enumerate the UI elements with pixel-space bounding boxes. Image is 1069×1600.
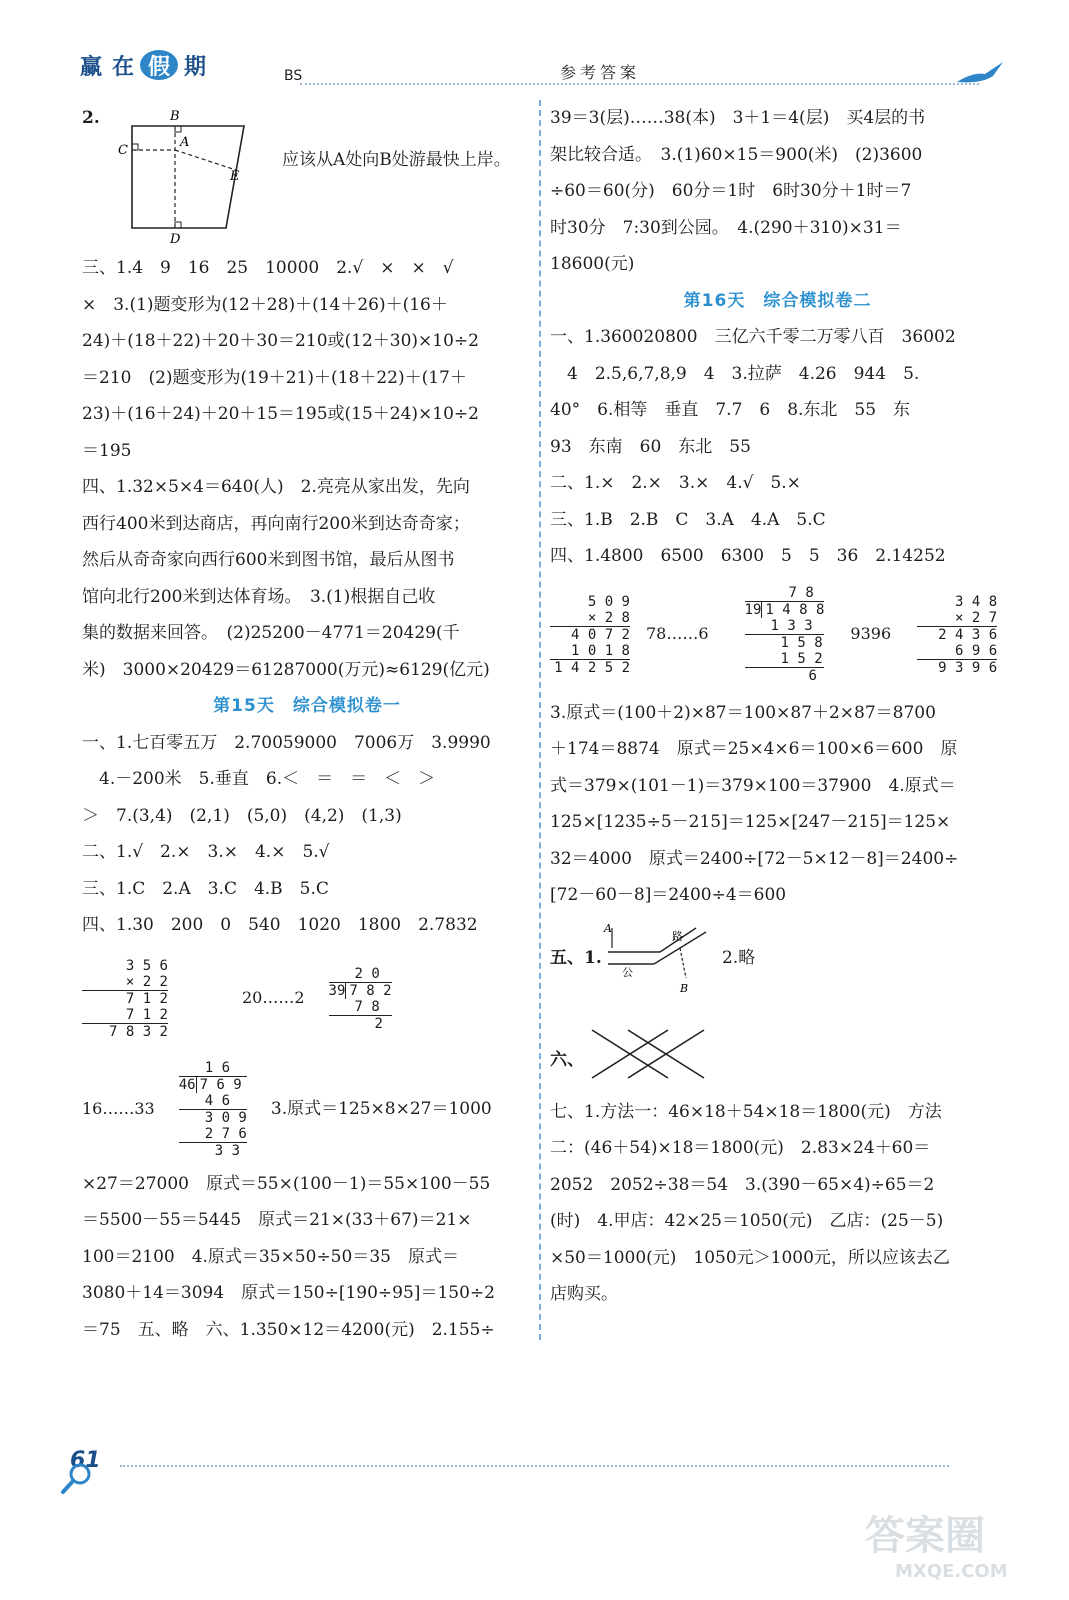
- vertical-calc-row-1: [82, 944, 532, 1054]
- page-title: 参考答案: [560, 63, 641, 82]
- section-title-day16: 第16天 综合模拟卷二: [683, 290, 872, 311]
- edition-label: BS: [284, 68, 303, 84]
- text-line: [72－60－8]＝2400÷4＝600: [550, 885, 787, 905]
- calc-line: 3 4 8: [954, 593, 998, 610]
- text-line: 2052 2052÷38＝54 3.(390－65×4)÷65＝2: [550, 1174, 935, 1195]
- text-line: × 3.(1)题变形为(12＋28)＋(14＋26)＋(16＋: [82, 294, 448, 315]
- text-line: 23)＋(16＋24)＋20＋15＝195或(15＋24)×10÷2: [82, 404, 479, 424]
- vertical-calc-row-3: [550, 575, 1005, 695]
- page-header: [0, 0, 1069, 100]
- answer-lines-right-d: [550, 1094, 1005, 1313]
- book-logo: [76, 48, 210, 82]
- left-column: [82, 100, 532, 1348]
- calc-line: 6: [808, 668, 817, 684]
- division-result: 20……2: [242, 988, 305, 1008]
- logo-char-3: 假: [140, 50, 178, 80]
- text-line: ＝5500－55＝5445 原式＝21×(33＋67)＝21×: [82, 1210, 472, 1230]
- long-division-calc: [745, 585, 825, 684]
- calc-line: 7 8: [329, 999, 392, 1016]
- answer-lines-right-b: [550, 319, 1005, 575]
- q5-answer-2: 2.略: [722, 947, 756, 968]
- text-line: ＝210 (2)题变形为(19＋21)＋(18＋22)＋(17＋: [82, 367, 467, 388]
- text-line: 然后从奇奇家向西行600米到图书馆，最后从图书: [82, 550, 455, 570]
- text-line: 店购买。: [550, 1284, 618, 1304]
- calc-line: 39 7 8 2: [328, 982, 392, 999]
- text-line: 馆向北行200米到达体育场。 3.(1)根据自己收: [82, 586, 436, 607]
- text-line: 四、1.30 200 0 540 1020 1800 2.7832: [82, 915, 478, 935]
- calc-line: 1 4 2 5 2: [554, 659, 630, 676]
- text-line: 三、1.C 2.A 3.C 4.B 5.C: [82, 878, 329, 899]
- multiplication-calc: [917, 594, 997, 676]
- calc-line: 1 6: [179, 1060, 247, 1077]
- division-result: 78……6: [646, 624, 709, 644]
- label-a: A: [180, 135, 190, 150]
- calc-line: 46 7 6 9: [178, 1077, 242, 1093]
- label-d: D: [170, 232, 181, 246]
- calc-line: 3 3: [214, 1143, 241, 1159]
- text-line: 3080＋14＝3094 原式＝150÷[190÷95]＝150÷2: [82, 1283, 495, 1303]
- calc-line: 7 1 2: [125, 990, 168, 1007]
- q2-answer: 应该从A处向B处游最快上岸。: [282, 150, 511, 170]
- text-line: 3.原式＝(100＋2)×87＝100×87＋2×87＝8700: [550, 702, 936, 723]
- text-line: 93 东南 60 东北 55: [550, 436, 751, 457]
- road-diagram: [600, 922, 720, 1002]
- q5-label: 五、1.: [550, 947, 602, 968]
- text-line: 二、1.√ 2.× 3.× 4.× 5.√: [82, 842, 330, 862]
- vertical-calc-row-2: [82, 1054, 532, 1166]
- text-line: 七、1.方法一：46×18＋54×18＝1800(元) 方法: [550, 1101, 942, 1122]
- logo-char-4: 期: [184, 54, 207, 80]
- text-line: ×27＝27000 原式＝55×(100－1)＝55×100－55: [82, 1173, 491, 1194]
- calc-line: 3 5 6: [125, 957, 168, 974]
- calc-line: 7 1 2: [82, 1007, 168, 1024]
- watermark-text-2: MXQE.COM: [895, 1561, 1008, 1582]
- calc-line: 1 0 1 8: [550, 643, 630, 660]
- text-line: 米) 3000×20429＝61287000(万元)≈6129(亿元): [82, 659, 490, 680]
- label-c: C: [118, 143, 128, 158]
- product-result: 9396: [850, 624, 892, 644]
- text-line: 集的数据来回答。 (2)25200－4771＝20429(千: [82, 623, 460, 643]
- text-line: 100＝2100 4.原式＝35×50÷50＝35 原式＝: [82, 1246, 459, 1267]
- text-line: 4 2.5,6,7,8,9 4 3.拉萨 4.26 944 5.: [550, 363, 920, 384]
- text-line: 四、1.4800 6500 6300 5 5 36 2.14252: [550, 546, 946, 566]
- q2-label: 2.: [82, 108, 100, 128]
- label-b: B: [680, 981, 689, 995]
- logo-char-1: 赢: [80, 54, 103, 80]
- text-line: 西行400米到达商店，再向南行200米到达奇奇家；: [82, 513, 470, 534]
- multiplication-calc: [550, 594, 630, 676]
- calc-line: 4 0 7 2: [570, 626, 630, 643]
- text-line: ＝195: [82, 440, 132, 461]
- footer-divider: [120, 1465, 949, 1467]
- header-divider: [300, 83, 979, 85]
- calc-line: × 2 2: [82, 974, 168, 991]
- q6-label: 六、: [550, 1049, 584, 1070]
- text-line: 三、1.B 2.B C 3.A 4.A 5.C: [550, 509, 826, 530]
- matching-lines-diagram: [588, 1022, 708, 1086]
- text-line: ×50＝1000(元) 1050元＞1000元，所以应该去乙: [550, 1247, 950, 1268]
- calc-line: 7 8 3 2: [108, 1023, 168, 1040]
- q6-figure-block: [550, 1014, 1005, 1094]
- calc-line: 1 3 3: [745, 618, 825, 635]
- calc-line: 2 0: [329, 966, 392, 983]
- watermark-text-1: 答案圈: [865, 1513, 985, 1559]
- site-watermark: [855, 1505, 1045, 1585]
- text-line: (时) 4.甲店：42×25＝1050(元) 乙店：(25－5): [550, 1211, 944, 1231]
- answer-lines-right-a: [550, 100, 1005, 283]
- text-line: 架比较合适。 3.(1)60×15＝900(米) (2)3600: [550, 144, 923, 165]
- calc-line: 3 0 9: [204, 1110, 247, 1126]
- calc-line: 2: [374, 1015, 383, 1032]
- text-line: 125×[1235÷5－215]＝125×[247－215]＝125×: [550, 812, 951, 832]
- calc-line: 7 8: [745, 585, 825, 602]
- division-result: 16……33: [82, 1099, 155, 1119]
- answer-lines-left-a: [82, 250, 532, 688]
- label-e: E: [230, 169, 240, 184]
- text-line: 一、1.360020800 三亿六千零二万零八百 36002: [550, 327, 956, 347]
- label-a: A: [604, 921, 612, 935]
- logo-char-2: 在: [112, 54, 135, 80]
- calc-line: 2 4 3 6: [938, 626, 998, 643]
- section-title-day15: 第15天 综合模拟卷一: [213, 696, 401, 716]
- text-line: 时30分 7:30到公园。 4.(290＋310)×31＝: [550, 217, 902, 238]
- label-gong: 公: [622, 965, 633, 979]
- text-line: 一、1.七百零五万 2.70059000 7006万 3.9990: [82, 732, 491, 753]
- text-line: 4.－200米 5.垂直 6.＜ ＝ ＝ ＜ ＞: [82, 769, 436, 789]
- calc-line: × 2 7: [917, 610, 997, 627]
- label-b: B: [170, 109, 180, 124]
- text-line: ＞ 7.(3,4) (2,1) (5,0) (4,2) (1,3): [82, 805, 402, 826]
- text-line: 四、1.32×5×4＝640(人) 2.亮亮从家出发，先向: [82, 477, 470, 497]
- text-line: ＝75 五、略 六、1.350×12＝4200(元) 2.155÷: [82, 1319, 495, 1340]
- text-line: 18600(元): [550, 254, 635, 274]
- calc-line: 1 5 8: [780, 635, 823, 651]
- calc-line: 6 9 6: [917, 643, 997, 660]
- right-column: [550, 100, 1005, 1313]
- text-line: 二：(46＋54)×18＝1800(元) 2.83×24＋60＝: [550, 1138, 931, 1158]
- text-line: 二、1.× 2.× 3.× 4.√ 5.×: [550, 473, 801, 493]
- long-division-calc: [329, 966, 392, 1032]
- calc-line: 4 6: [179, 1093, 247, 1110]
- answer-lines-left-b: [82, 725, 532, 944]
- q5-figure-block: [550, 914, 1005, 1014]
- answer-lines-right-c: [550, 695, 1005, 914]
- text-line: 24)＋(18＋22)＋20＋30＝210或(12＋30)×10÷2: [82, 331, 479, 351]
- page-number: 61: [70, 1448, 101, 1473]
- text-line: 40° 6.相等 垂直 7.7 6 8.东北 55 东: [550, 400, 911, 420]
- text-line: 3.原式＝125×8×27＝1000: [270, 1099, 492, 1120]
- text-line: ＋174＝8874 原式＝25×4×6＝100×6＝600 原: [550, 739, 958, 759]
- bird-icon: [955, 60, 1005, 88]
- answer-lines-left-c: [82, 1166, 532, 1349]
- calc-line: 19 1 4 8 8: [744, 602, 825, 618]
- text-line: 式＝379×(101－1)＝379×100＝37900 4.原式＝: [550, 775, 956, 796]
- multiplication-calc: [82, 958, 168, 1040]
- q2-figure-block: [82, 100, 532, 250]
- calc-line: × 2 8: [550, 610, 630, 627]
- text-line: 三、1.4 9 16 25 10000 2.√ × × √: [82, 258, 454, 278]
- text-line: ÷60＝60(分) 60分＝1时 6时30分＋1时＝7: [550, 181, 912, 201]
- calc-line: 9 3 9 6: [938, 659, 998, 676]
- label-road: 路: [672, 929, 683, 943]
- text-line: 39＝3(层)……38(本) 3＋1＝4(层) 买4层的书: [550, 108, 926, 128]
- magnifier-icon: [60, 1462, 94, 1496]
- calc-line: 5 0 9: [587, 593, 630, 610]
- calc-line: 2 7 6: [179, 1126, 247, 1143]
- calc-line: 1 5 2: [745, 651, 825, 668]
- text-line: 32＝4000 原式＝2400÷[72－5×12－8]＝2400÷: [550, 848, 959, 869]
- swim-diagram: [112, 106, 252, 246]
- column-divider: [539, 100, 541, 1340]
- long-division-calc: [179, 1060, 247, 1159]
